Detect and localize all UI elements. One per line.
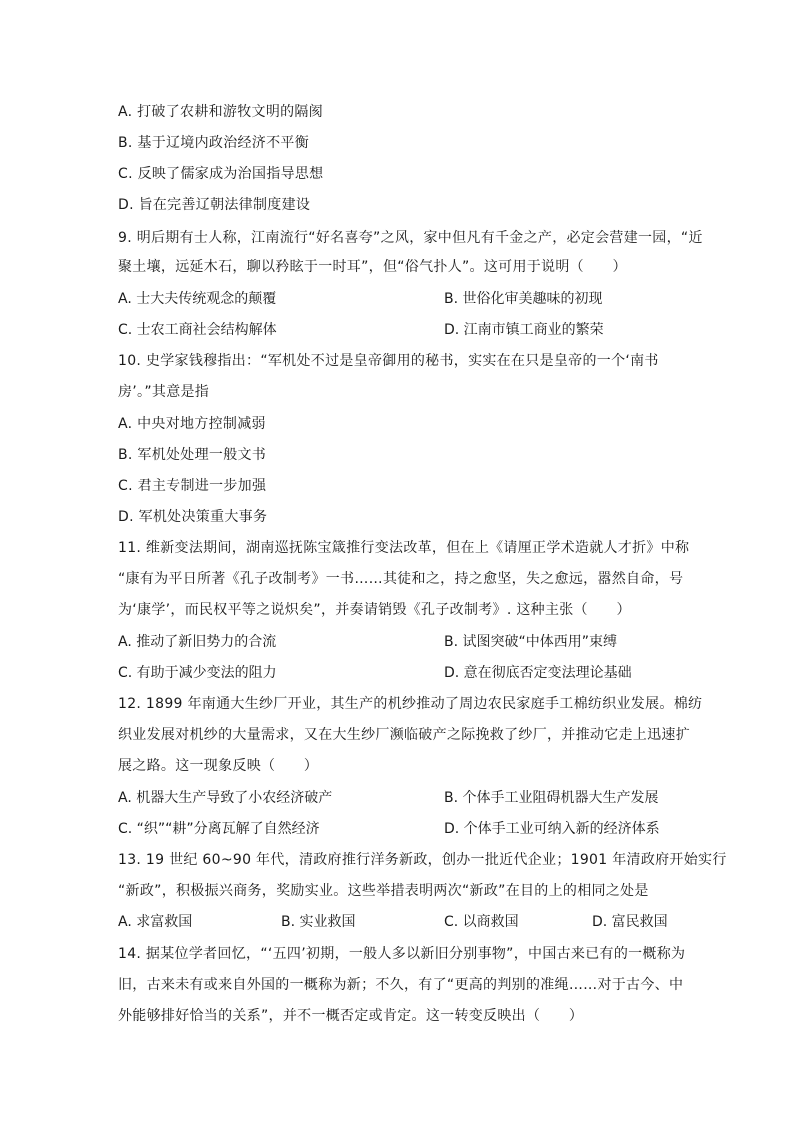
q8-option-d: D. 旨在完善辽朝法律制度建设: [118, 197, 311, 213]
q11-option-c: C. 有助于减少变法的阻力: [118, 665, 277, 681]
q9-option-d: D. 江南市镇工商业的繁荣: [444, 322, 604, 338]
q9-option-a: A. 士大夫传统观念的颠覆: [118, 291, 277, 307]
q12-option-a: A. 机器大生产导致了小农经济破产: [118, 790, 333, 806]
q12-stem-line-2: 织业发展对机纱的大量需求，又在大生纱厂濒临破产之际挽救了纱厂，并推动它走上迅速扩: [118, 727, 690, 743]
q13-stem-line-2: “新政”，积极振兴商务，奖励实业。这些举措表明两次“新政”在目的上的相同之处是: [118, 883, 649, 899]
q11-option-b: B. 试图突破“中体西用”束缚: [444, 634, 618, 650]
q11-option-a: A. 推动了新旧势力的合流: [118, 634, 277, 650]
q12-option-d: D. 个体手工业可纳入新的经济体系: [444, 821, 660, 837]
q14-stem-line-1: 14. 据某位学者回忆，“‘五四’初期，一般人多以新旧分别事物”，中国古来已有的一概称为: [118, 946, 686, 962]
q12-stem-line-3: 展之路。这一现象反映（ ）: [118, 758, 319, 774]
q9-option-c: C. 士农工商社会结构解体: [118, 322, 277, 338]
q13-stem-line-1: 13. 19 世纪 60~90 年代，清政府推行洋务新政，创办一批近代企业；1901 年清政府开始实行: [118, 852, 727, 868]
q9-stem-line-2: 聚土壤，远延木石，聊以矜眩于一时耳”，但“俗气扑人”。这可用于说明（ ）: [118, 259, 627, 275]
q11-stem-line-3: 为‘康学’，而民权平等之说炽矣”，并奏请销毁《孔子改制考》. 这种主张（ ）: [118, 602, 631, 618]
q12-option-b: B. 个体手工业阻碍机器大生产发展: [444, 790, 659, 806]
q8-option-b: B. 基于辽境内政治经济不平衡: [118, 135, 310, 151]
q14-stem-line-2: 旧，古来未有或来自外国的一概称为新；不久，有了“更高的判别的准绳……对于古今、中: [118, 977, 684, 993]
q8-option-a: A. 打破了农耕和游牧文明的隔阂: [118, 104, 324, 120]
q13-option-d: D. 富民救国: [592, 914, 668, 930]
q13-option-c: C. 以商救国: [444, 914, 519, 930]
q8-option-c: C. 反映了儒家成为治国指导思想: [118, 166, 324, 182]
q10-option-d: D. 军机处决策重大事务: [118, 509, 268, 525]
q10-option-a: A. 中央对地方控制减弱: [118, 416, 266, 432]
q11-stem-line-1: 11. 维新变法期间，湖南巡抚陈宝箴推行变法改革，但在上《请厘正学术造就人才折》中称: [118, 540, 690, 556]
q10-option-b: B. 军机处处理一般文书: [118, 447, 267, 463]
q11-stem-line-2: “康有为平日所著《孔子改制考》一书……其徒和之，持之愈坚，失之愈远，嚣然自命，号: [118, 571, 684, 587]
q13-option-b: B. 实业救国: [281, 914, 356, 930]
q9-stem-line-1: 9. 明后期有士人称，江南流行“好名喜夸”之风，家中但凡有千金之产，必定会营建一园，“近: [118, 230, 703, 246]
q12-option-c: C. “织”“耕”分离瓦解了自然经济: [118, 821, 320, 837]
q11-option-d: D. 意在彻底否定变法理论基础: [444, 665, 632, 681]
q10-stem-line-1: 10. 史学家钱穆指出：“军机处不过是皇帝御用的秘书，实实在在只是皇帝的一个‘南书: [118, 353, 659, 369]
q10-option-c: C. 君主专制进一步加强: [118, 478, 267, 494]
q14-stem-line-3: 外能够排好恰当的关系”，并不一概否定或肯定。这一转变反映出（ ）: [118, 1008, 584, 1024]
q10-stem-line-2: 房’。”其意是指: [118, 384, 210, 400]
q9-option-b: B. 世俗化审美趣味的初现: [444, 291, 603, 307]
q13-option-a: A. 求富救国: [118, 914, 193, 930]
q12-stem-line-1: 12. 1899 年南通大生纱厂开业，其生产的机纱推动了周边农民家庭手工棉纺织业发展。棉纺: [118, 696, 703, 712]
